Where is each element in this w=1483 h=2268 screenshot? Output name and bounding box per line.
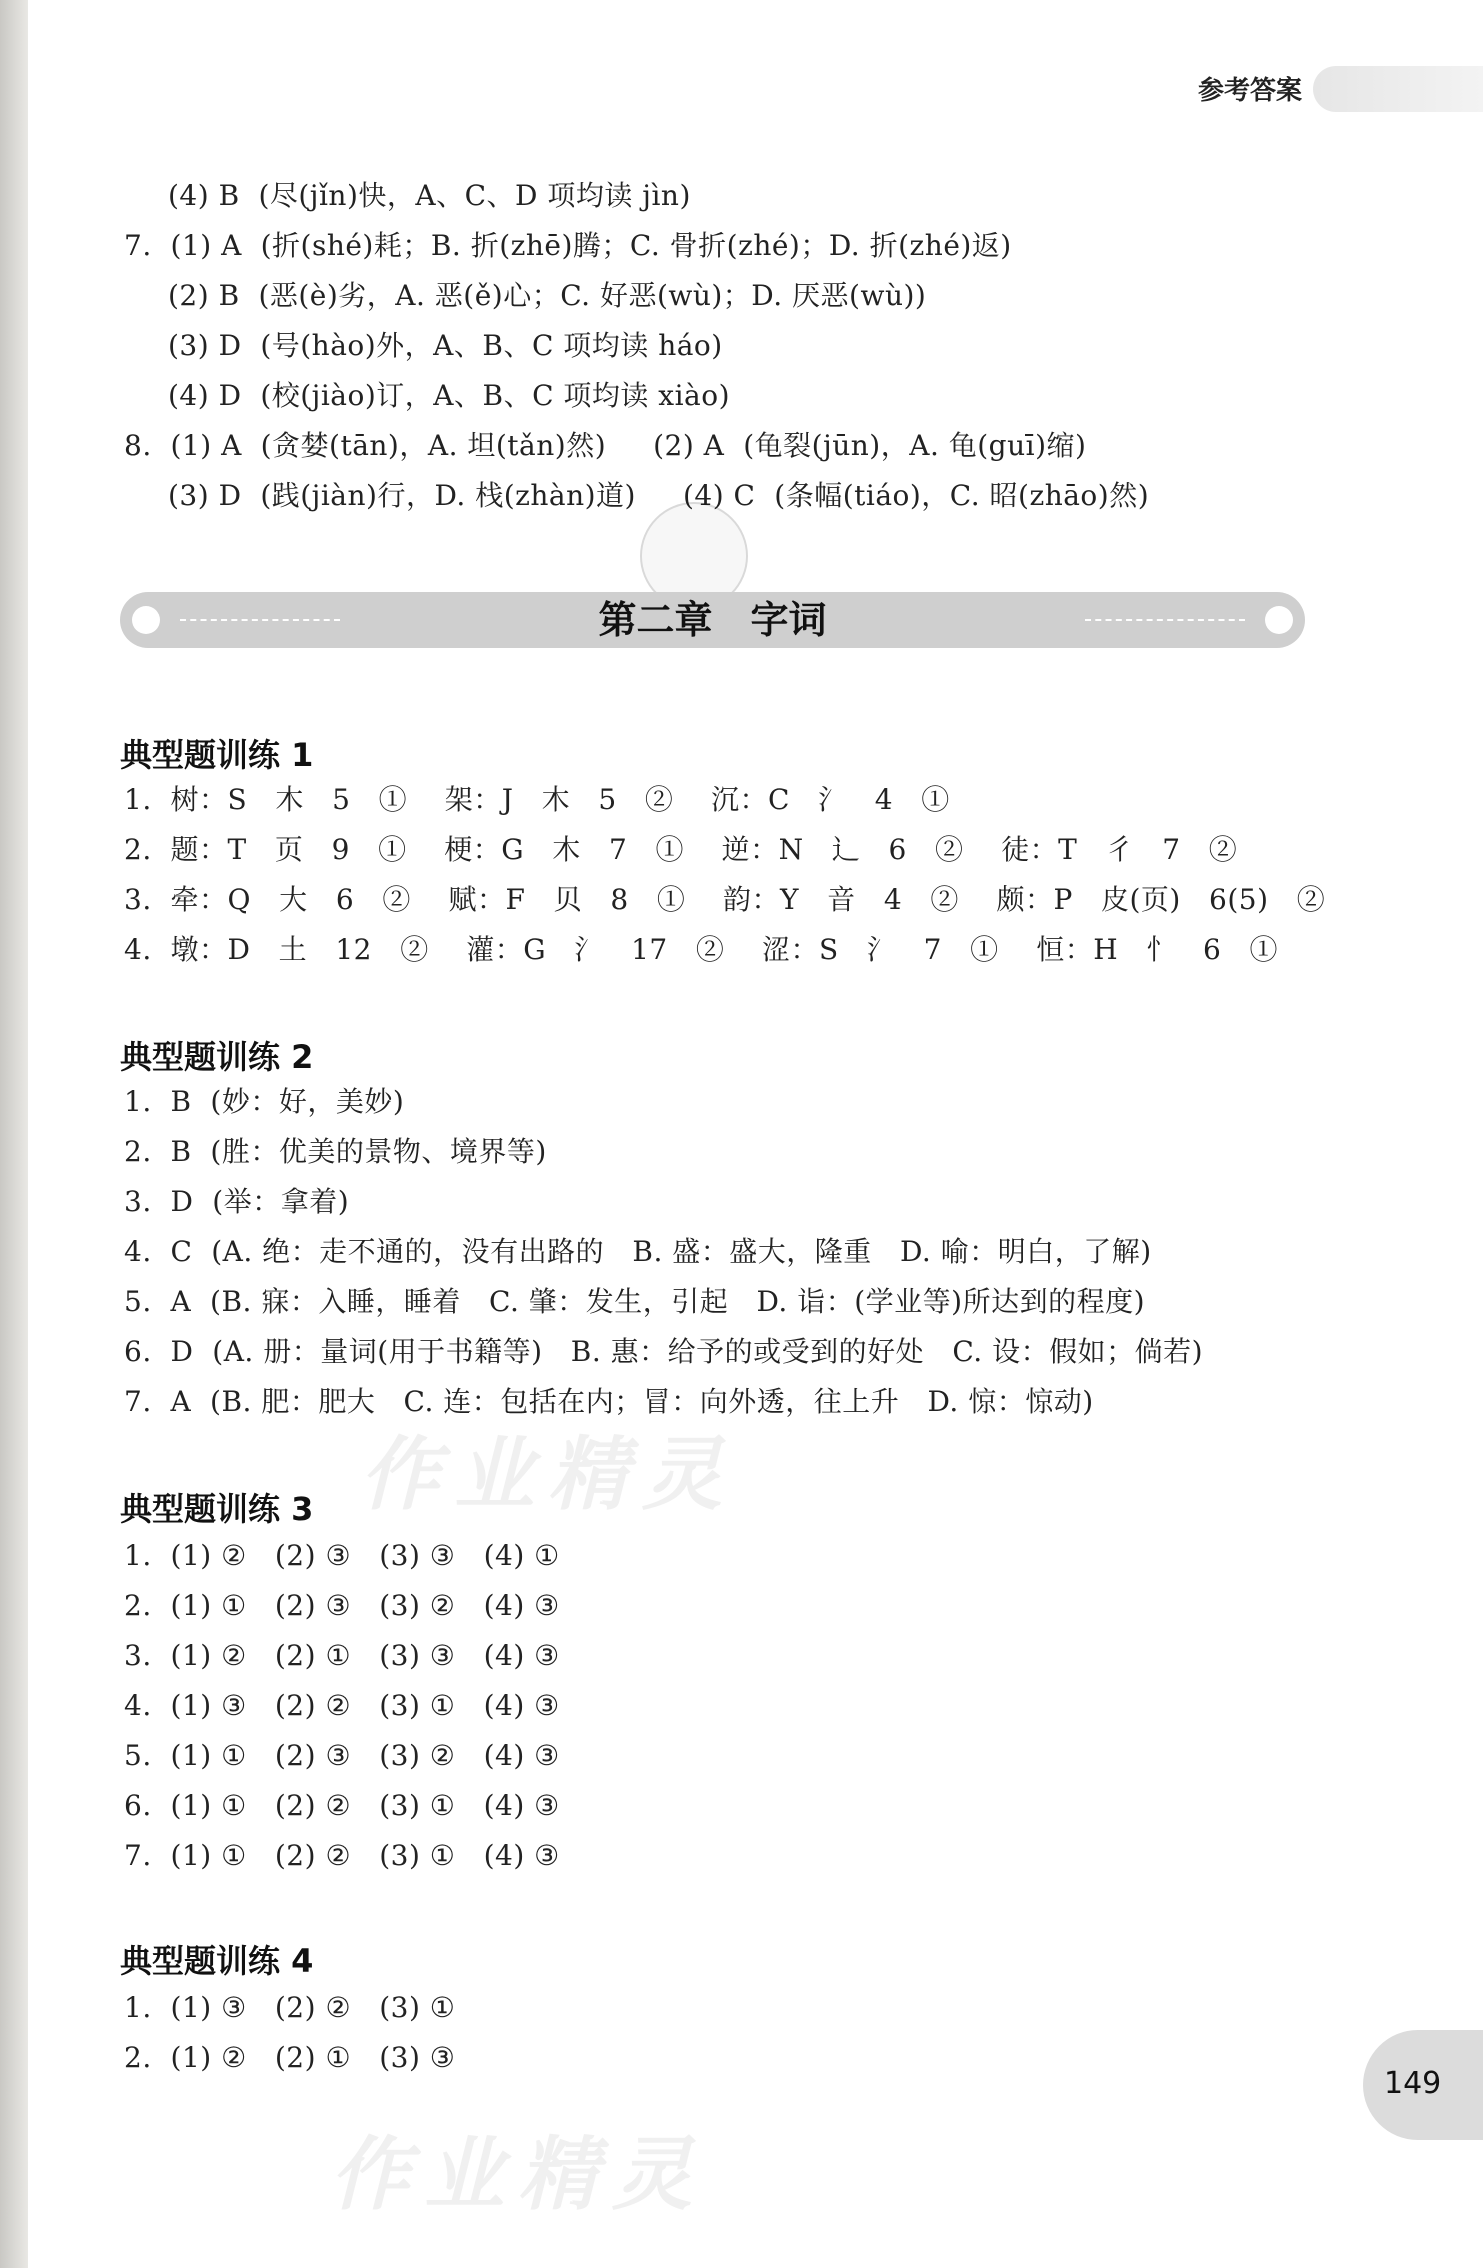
section-title: 典型题训练 4 — [120, 1942, 314, 1980]
answer-line: 1. (1) ③ (2) ② (3) ① — [124, 1991, 456, 2024]
answer-line: (2) B (恶(è)劣，A. 恶(ě)心；C. 好恶(wù)；D. 厌恶(wù)) — [168, 279, 927, 312]
section-title: 典型题训练 3 — [120, 1490, 314, 1528]
header-tab — [1313, 66, 1483, 112]
answer-line: 2. B (胜：优美的景物、境界等) — [124, 1135, 547, 1168]
answer-line: 2. (1) ① (2) ③ (3) ② (4) ③ — [124, 1589, 560, 1622]
answer-line: (4) B (尽(jǐn)快，A、C、D 项均读 jìn) — [168, 179, 691, 212]
answer-line: 7. (1) ① (2) ② (3) ① (4) ③ — [124, 1839, 560, 1872]
answer-line: 1. B (妙：好，美妙) — [124, 1085, 405, 1118]
header-title: 参考答案 — [1198, 76, 1303, 106]
answer-line: 1. 树：S 木 5 ① 架：J 木 5 ② 沉：C 氵 4 ① — [124, 783, 950, 816]
answer-line: 7. A (B. 肥：肥大 C. 连：包括在内；冒：向外透，往上升 D. 惊：惊动) — [124, 1385, 1094, 1418]
answer-line: (3) D (号(hào)外，A、B、C 项均读 háo) — [168, 329, 723, 362]
section-title: 典型题训练 2 — [120, 1038, 314, 1076]
answer-line: 2. 题：T 页 9 ① 梗：G 木 7 ① 逆：N 辶 6 ② 徒：T 彳 7 ② — [124, 833, 1238, 866]
answer-line: (4) D (校(jiào)订，A、B、C 项均读 xiào) — [168, 379, 731, 412]
answer-line: 6. (1) ① (2) ② (3) ① (4) ③ — [124, 1789, 560, 1822]
watermark-text: 作业精灵 — [330, 2128, 706, 2221]
answer-line: 4. 墩：D 土 12 ② 灌：G 氵 17 ② 涩：S 氵 7 ① 恒：H 忄 6 ① — [124, 933, 1279, 966]
answer-line: 4. C (A. 绝：走不通的，没有出路的 B. 盛：盛大，隆重 D. 喻：明白，了解) — [124, 1235, 1152, 1268]
answer-line: 5. (1) ① (2) ③ (3) ② (4) ③ — [124, 1739, 560, 1772]
book-spine — [0, 0, 28, 2268]
chapter-banner — [120, 592, 1305, 648]
answer-line: 3. 牵：Q 大 6 ② 赋：F 贝 8 ① 韵：Y 音 4 ② 颇：P 皮(页) 6(5) ② — [124, 883, 1326, 916]
answer-line: 8. (1) A (贪婪(tān)，A. 坦(tǎn)然) (2) A (龟裂(jūn)，A. 龟(guī)缩) — [124, 429, 1087, 462]
answer-line: 7. (1) A (折(shé)耗；B. 折(zhē)腾；C. 骨折(zhé)；D. 折(zhé)返) — [124, 229, 1012, 262]
chapter-title: 第二章 字词 — [598, 598, 827, 642]
answer-line: 2. (1) ② (2) ① (3) ③ — [124, 2041, 456, 2074]
watermark-text: 作业精灵 — [360, 1428, 736, 1521]
page-number: 149 — [1384, 2066, 1442, 2101]
answer-line: 5. A (B. 寐：入睡，睡着 C. 肇：发生，引起 D. 诣：(学业等)所达到的程度) — [124, 1285, 1145, 1318]
answer-line: 1. (1) ② (2) ③ (3) ③ (4) ① — [124, 1539, 560, 1572]
answer-line: 6. D (A. 册：量词(用于书籍等) B. 惠：给予的或受到的好处 C. 设：假如；倘若) — [124, 1335, 1203, 1368]
answer-line: 3. D (举：拿着) — [124, 1185, 350, 1218]
answer-line: 4. (1) ③ (2) ② (3) ① (4) ③ — [124, 1689, 560, 1722]
answer-line: 3. (1) ② (2) ① (3) ③ (4) ③ — [124, 1639, 560, 1672]
answer-line: (3) D (践(jiàn)行，D. 栈(zhàn)道) (4) C (条幅(tiáo)，C. 昭(zhāo)然) — [168, 479, 1150, 512]
section-title: 典型题训练 1 — [120, 736, 314, 774]
